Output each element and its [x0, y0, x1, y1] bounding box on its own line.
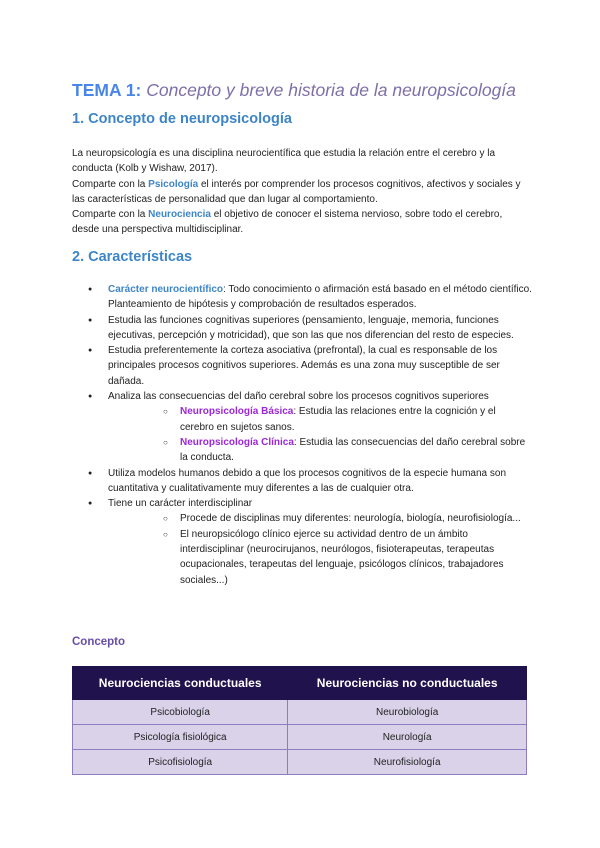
section2-heading: 2. Características [72, 249, 193, 265]
list-item: ● Utiliza modelos humanos debido a que los procesos cognitivos de la especie humana son cuantitativa y cualitativamente muy diferentes a las de cualquier otra. [72, 466, 532, 497]
b6-text: Tiene un carácter interdisciplinar [108, 498, 253, 510]
table-cell: Neurología [288, 725, 527, 750]
sub-list-item: ○ Procede de disciplinas muy diferentes: neurología, biología, neurofisiología... [108, 511, 532, 526]
intro-paragraph-3 [72, 207, 532, 238]
sub-list-item [108, 404, 532, 435]
b4-s2-text: : Estudia las consecuencias del daño cerebral sobre la conducta. [180, 436, 526, 464]
keyword-psicologia: Psicología [148, 178, 199, 190]
b4-s1-text: : Estudia las relaciones entre la cognición y el cerebro en sujetos sanos. [180, 406, 496, 433]
title-text: Concepto y breve historia de la neuropsicología [146, 80, 516, 100]
characteristics-list [72, 282, 532, 588]
table-cell: Psicofisiología [73, 750, 288, 775]
para3-post: el objetivo de conocer el sistema nervioso, sobre todo el cerebro, desde una perspectiva multidisciplinar. [72, 209, 503, 236]
list-item: ● Estudia preferentemente la corteza asociativa (prefrontal), la cual es responsable de los principales procesos cognitivos superiores. Además es una zona muy susceptible de ser dañada. [72, 343, 532, 389]
para2-pre: Comparte con la [72, 178, 149, 190]
header-neurociencias-no-conductuales: Neurociencias no conductuales [288, 667, 527, 700]
intro-paragraph-1: La neuropsicología es una disciplina neurocientífica que estudia la relación entre el cerebro y la conducta (Kolb y Wishaw, 2017). [72, 148, 496, 175]
concept-table [72, 666, 527, 775]
b1-text: : Todo conocimiento o afirmación está basado en el método científico. Planteamiento de hipótesis y comprobación de resultados esperados. [108, 284, 532, 311]
keyword-neurociencia: Neurociencia [148, 209, 211, 221]
list-item: ● Estudia las funciones cognitivas superiores (pensamiento, lenguaje, memoria, funciones ejecutivas, percepción y motricidad), que son las que nos diferencian del resto de especies. [72, 313, 532, 344]
table-row [73, 725, 527, 750]
list-item [72, 282, 532, 313]
sub-list-item [108, 435, 532, 466]
b4-text: Analiza las consecuencias del daño cerebral sobre los procesos cognitivos superiores [108, 391, 489, 403]
para3-pre: Comparte con la [72, 209, 149, 221]
concept-label: Concepto [72, 636, 126, 648]
section1-heading: 1. Concepto de neuropsicología [72, 111, 292, 127]
intro-paragraph-2 [72, 177, 532, 208]
table-header-row [73, 667, 527, 700]
table-cell: Psicobiología [73, 700, 288, 725]
table-row [73, 750, 527, 775]
header-neurociencias-conductuales: Neurociencias conductuales [73, 667, 288, 700]
sub-list-item: ○ El neuropsicólogo clínico ejerce su actividad dentro de un ámbito interdisciplinar (neurocirujanos, neurólogos, fisioterapeutas, terapeutas ocupacionales, terapeutas del lenguaje, psicólogos clínicos, trabajadores sociales...) [108, 527, 532, 588]
list-item [72, 496, 532, 588]
list-item [72, 389, 532, 465]
keyword-neuropsicologia-basica: Neuropsicología Básica [180, 406, 294, 418]
table-cell: Neurofisiología [288, 750, 527, 775]
table-cell: Psicología fisiológica [73, 725, 288, 750]
table-cell: Neurobiología [288, 700, 527, 725]
section1-body [72, 146, 532, 238]
table-row [73, 700, 527, 725]
keyword-neuropsicologia-clinica: Neuropsicología Clínica [180, 436, 294, 448]
page-title [72, 80, 516, 101]
para2-post: el interés por comprender los procesos cognitivos, afectivos y sociales y las características de personalidad que dan lugar al comportamiento. [72, 178, 521, 205]
title-prefix: TEMA 1: [72, 80, 142, 100]
keyword-caracter-neurocientifico: Carácter neurocientífico [108, 284, 224, 295]
